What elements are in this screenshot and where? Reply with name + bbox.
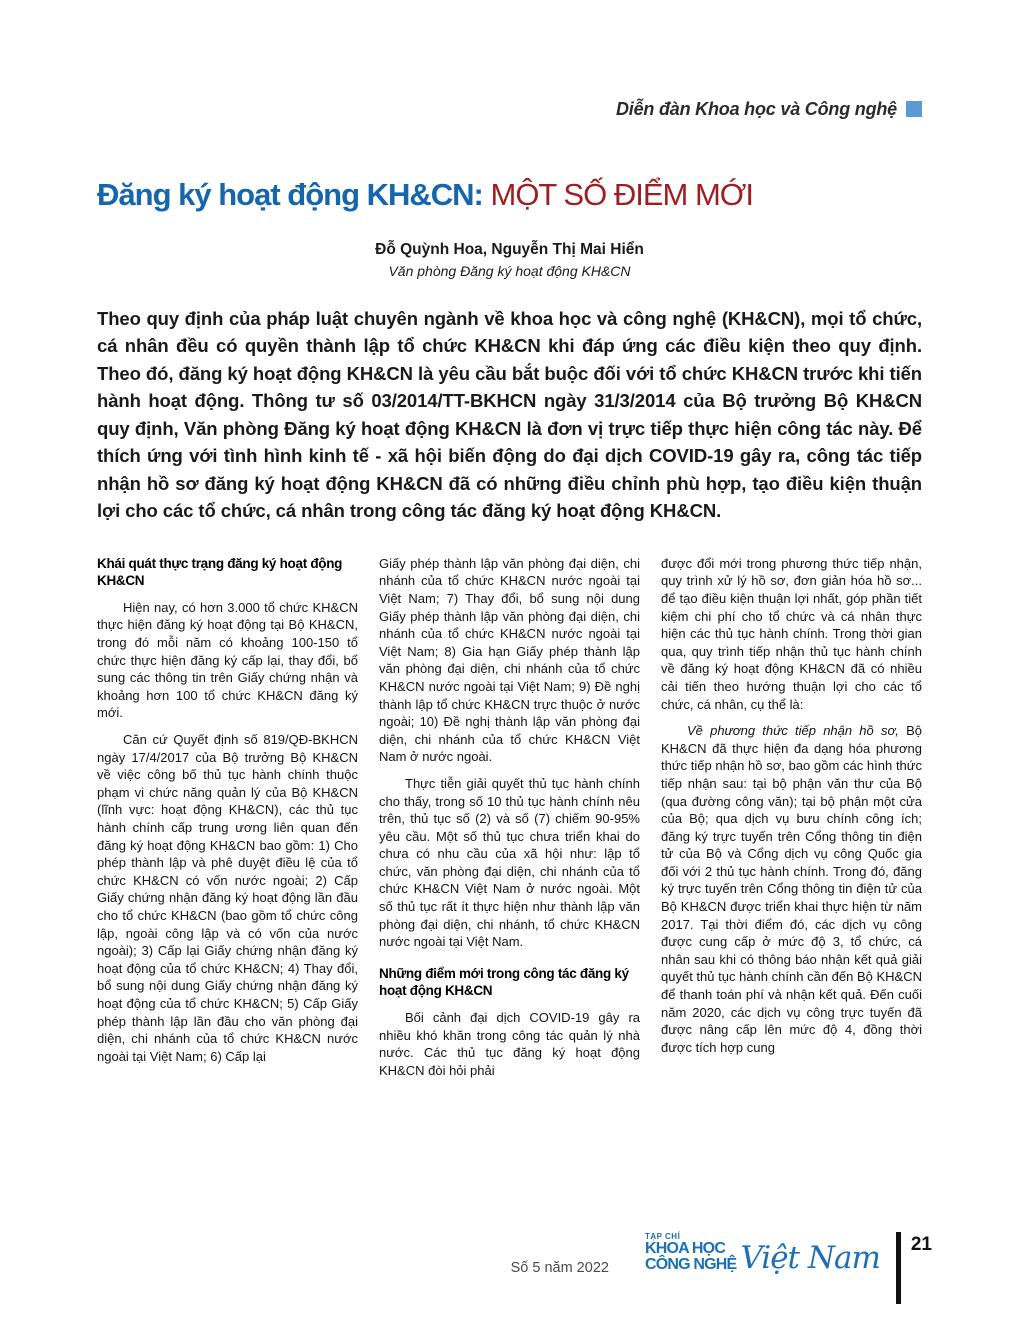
affiliation: Văn phòng Đăng ký hoạt động KH&CN: [388, 262, 631, 279]
article-title-main: Đăng ký hoạt động KH&CN:: [97, 177, 491, 212]
section1-heading: Khái quát thực trạng đăng ký hoạt động KH&CN: [97, 555, 343, 589]
page-footer: [511, 1232, 932, 1304]
section-kicker-row: [97, 98, 922, 120]
article-columns: [97, 555, 922, 1089]
article-title-sub: MỘT SỐ ĐIỂM MỚI: [490, 177, 753, 212]
logo-line1: KHOA HỌC: [644, 1240, 726, 1257]
section2-heading: Những điểm mới trong công tác đăng ký hoạt động KH&CN: [379, 965, 629, 999]
paragraph-s1p2a: Căn cứ Quyết định số 819/QĐ-BKHCN ngày 17/4/2017 của Bộ trưởng Bộ KH&CN về việc công bố thủ tục hành chính thuộc phạm vi chức năng quản lý của Bộ KH&CN (lĩnh vực: hoạt động KH&CN), các thủ tục hành chính cấp trung ương liên quan đến đăng ký hoạt động KH&CN bao gồm: 1) Cho phép thành lập và phê duyệt điều lệ của tổ chức KH&CN có vốn nước ngoài; 2) Cấp Giấy chứng nhận đăng ký hoạt động lần đầu cho tổ chức KH&CN (bao gồm tổ chức công lập, ngoài công lập và có vốn của nước ngoài); 3) Cấp lại Giấy chứng nhận đăng ký hoạt động của tổ chức KH&CN; 4) Thay đổi, bổ sung nội dung Giấy chứng nhận đăng ký hoạt động của tổ chức KH&CN; 5) Cấp Giấy phép thành lập lần đầu cho văn phòng đại diện, chi nhánh của tổ chức KH&CN nước ngoài tại Việt Nam; 6) Cấp lại: [97, 732, 358, 1064]
logo-script: Việt Nam: [740, 1240, 880, 1276]
section-kicker: Diễn đàn Khoa học và Công nghệ: [615, 98, 897, 119]
paragraph-s1p3: Thực tiễn giải quyết thủ tục hành chính cho thấy, trong số 10 thủ tục hành chính nêu trên, thủ tục số (2) và số (7) chiếm 90-95% yêu cầu. Một số thủ tục chưa triển khai do chưa có nhu cầu của xã hội như: lập tổ chức, văn phòng đại diện, chi nhánh của tổ chức KH&CN Việt Nam ở nước ngoài. Một số thủ tục rất ít thực hiện như thành lập văn phòng đại diện, chi nhánh, tổ chức KH&CN nước ngoài tại Việt Nam.: [379, 775, 640, 950]
page-number: 21: [910, 1234, 932, 1255]
paragraph-s1p1: Hiện nay, có hơn 3.000 tổ chức KH&CN thực hiện đăng ký hoạt động tại Bộ KH&CN, trong đó mỗi năm có khoảng 100-150 tổ chức thực hiện đăng ký cấp lại, thay đổi, bổ sung các thông tin trên Giấy chứng nhận và khoảng hơn 100 tổ chức KH&CN đăng ký mới.: [97, 599, 358, 721]
paragraph-s2p2: [661, 722, 922, 1056]
paragraph-rest: Bộ KH&CN đã thực hiện đa dạng hóa phương thức tiếp nhận hồ sơ, bao gồm các hình thức tiếp nhận sau: tại bộ phận văn thư của Bộ (qua đường công văn); tại bộ phận một cửa của Bộ; qua dịch vụ bưu chính công ích; đăng ký trực tuyến trên Cổng thông tin điện tử của Bộ và Cổng dịch vụ công Quốc gia đối với 2 thủ tục hành chính. Trong đó, đăng ký trực tuyến trên Cổng thông tin điện tử của Bộ KH&CN được triển khai thực hiện từ năm 2017. Tại thời điểm đó, các dịch vụ công được cung cấp ở mức độ 3, tổ chức, cá nhân sau khi có thông báo nhận kết quả giải quyết thủ tục hành chính cần đến Bộ KH&CN để thanh toán phí và nhận kết quả. Đến cuối năm 2020, các dịch vụ công trực tuyến đã được nâng cấp lên mức độ 4, đồng thời được tích hợp cung: [661, 723, 923, 1055]
logo-line2: CÔNG NGHỆ: [644, 1256, 737, 1273]
journal-logo: [645, 1232, 880, 1276]
column-3: [661, 555, 922, 1089]
column-2: [379, 555, 640, 1089]
column-1: [97, 555, 358, 1089]
article-title: [97, 176, 922, 213]
lede-paragraph: Theo quy định của pháp luật chuyên ngành về khoa học và công nghệ (KH&CN), mọi tổ chức, cá nhân đều có quyền thành lập tổ chức KH&CN khi đáp ứng các điều kiện theo quy định. Theo đó, đăng ký hoạt động KH&CN là yêu cầu bắt buộc đối với tổ chức KH&CN trước khi tiến hành hoạt động. Thông tư số 03/2014/TT-BKHCN ngày 31/3/2014 của Bộ trưởng Bộ KH&CN quy định, Văn phòng Đăng ký hoạt động KH&CN là đơn vị trực tiếp thực hiện công tác này. Để thích ứng với tình hình kinh tế - xã hội biến động do đại dịch COVID-19 gây ra, công tác tiếp nhận hồ sơ đăng ký hoạt động KH&CN đã có những điều chỉnh phù hợp, tạo điều kiện thuận lợi cho các tổ chức, cá nhân trong công tác đăng ký hoạt động KH&CN.: [97, 307, 922, 522]
paragraph-s2p1a: Bối cảnh đại dịch COVID-19 gây ra nhiều khó khăn trong công tác quản lý nhà nước. Các thủ tục đăng ký hoạt động KH&CN đòi hỏi phải: [379, 1009, 640, 1078]
kicker-square-icon: [906, 101, 922, 117]
byline: [97, 241, 922, 279]
paragraph-s1p2b: Giấy phép thành lập văn phòng đại diện, chi nhánh của tổ chức KH&CN nước ngoài tại Việt Nam; 7) Thay đổi, bổ sung nội dung Giấy phép thành lập văn phòng đại diện, chi nhánh của tổ chức KH&CN nước ngoài tại Việt Nam; 8) Gia hạn Giấy phép thành lập văn phòng đại diện, chi nhánh của tổ chức KH&CN nước ngoài tại Việt Nam; 9) Đề nghị thành lập tổ chức KH&CN trực thuộc ở nước ngoài; 10) Đề nghị thành lập văn phòng đại diện, chi nhánh của tổ chức KH&CN Việt Nam ở nước ngoài.: [379, 555, 640, 765]
journal-logo-stack: [645, 1232, 736, 1273]
paragraph-lead-italic: Về phương thức tiếp nhận hồ sơ,: [687, 723, 899, 739]
footer-divider-bar: [896, 1232, 901, 1304]
paragraph-s2p1b: được đổi mới trong phương thức tiếp nhận, quy trình xử lý hồ sơ, đơn giản hóa hồ sơ... để tạo điều kiện thuận lợi nhất, góp phần tiết kiệm chi phí cho tổ chức và cá nhân thực hiện các thủ tục hành chính. Trong thời gian qua, quy trình tiếp nhận thủ tục hành chính về đăng ký hoạt động KH&CN đã có nhiều cải tiến theo hướng thuận lợi cho các tổ chức, cá nhân, cụ thể là:: [661, 555, 922, 712]
authors: Đỗ Quỳnh Hoa, Nguyễn Thị Mai Hiển: [375, 240, 644, 258]
logo-tagline: TẠP CHÍ: [644, 1232, 681, 1241]
issue-label: Số 5 năm 2022: [510, 1260, 609, 1276]
